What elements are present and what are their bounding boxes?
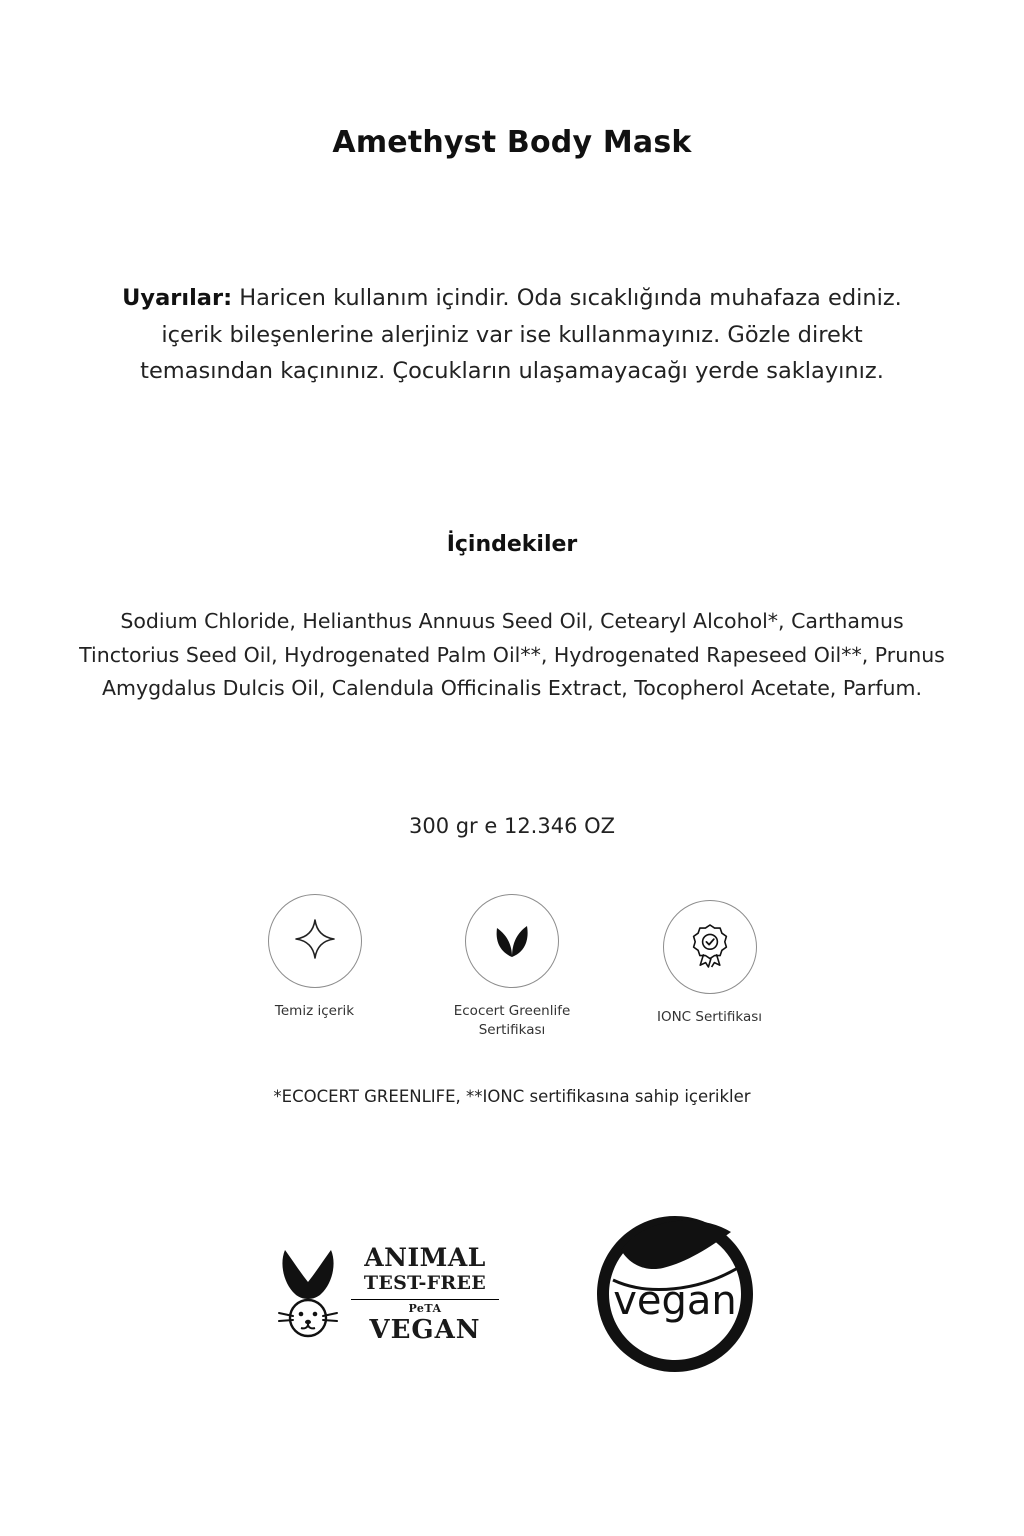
badge-label: Ecocert Greenlife Sertifikası <box>453 1002 571 1039</box>
sparkle-icon <box>292 916 338 966</box>
badge-temiz-icerik <box>232 894 397 1022</box>
ingredients-heading: İçindekiler <box>446 531 578 557</box>
badge-circle <box>663 900 757 994</box>
peta-line-vegan: VEGAN <box>369 1315 481 1346</box>
certification-note: *ECOCERT GREENLIFE, **IONC sertifikasına sahip içerikler <box>273 1087 751 1106</box>
net-weight: 300 gr e 12.346 OZ <box>408 813 616 838</box>
ingredients-text: Sodium Chloride, Helianthus Annuus Seed Oil, Cetearyl Alcohol*, Carthamus Tinctorius Seed Oil, Hydrogenated Palm Oil**, Hydrogenated Rapeseed Oil**, Prunus Amygdalus Dulcis Oil, Calendula Officinalis Extract, Tocopherol Acetate, Parfum. <box>79 609 945 700</box>
certification-badges <box>232 894 792 1041</box>
peta-brand-mark: PeTA <box>408 1302 442 1316</box>
page-title: Amethyst Body Mask <box>332 125 692 160</box>
warnings-label: Uyarılar: <box>122 285 233 312</box>
badge-ecocert-greenlife <box>430 894 595 1041</box>
badge-circle <box>268 894 362 988</box>
badge-circle <box>465 894 559 988</box>
badge-label: IONC Sertifikası <box>656 1008 763 1025</box>
peta-divider <box>351 1299 499 1301</box>
peta-line-test-free: TEST-FREE <box>363 1271 487 1294</box>
badge-label: Temiz içerik <box>274 1002 355 1019</box>
vegan-logo <box>591 1210 759 1378</box>
vegan-leaf-circle-icon <box>591 1210 759 1378</box>
warnings-paragraph <box>92 280 932 389</box>
warnings-text: Haricen kullanım içindir. Oda sıcaklığında muhafaza ediniz. içerik bileşenlerine alerjiniz var ise kullanmayınız. Gözle direkt temasından kaçınınız. Çocukların ulaşamayacağı yerde saklayınız. <box>140 285 902 384</box>
vegan-logo-text: vegan <box>613 1278 737 1324</box>
badge-ionc-sertifikasi <box>627 894 792 1028</box>
rabbit-icon <box>265 1244 351 1344</box>
leaf-icon <box>488 915 536 967</box>
certificate-rosette-icon <box>685 920 735 974</box>
peta-line-animal: ANIMAL <box>364 1242 486 1272</box>
peta-animal-test-free-vegan-logo <box>265 1244 499 1344</box>
logo-row <box>232 1210 792 1378</box>
